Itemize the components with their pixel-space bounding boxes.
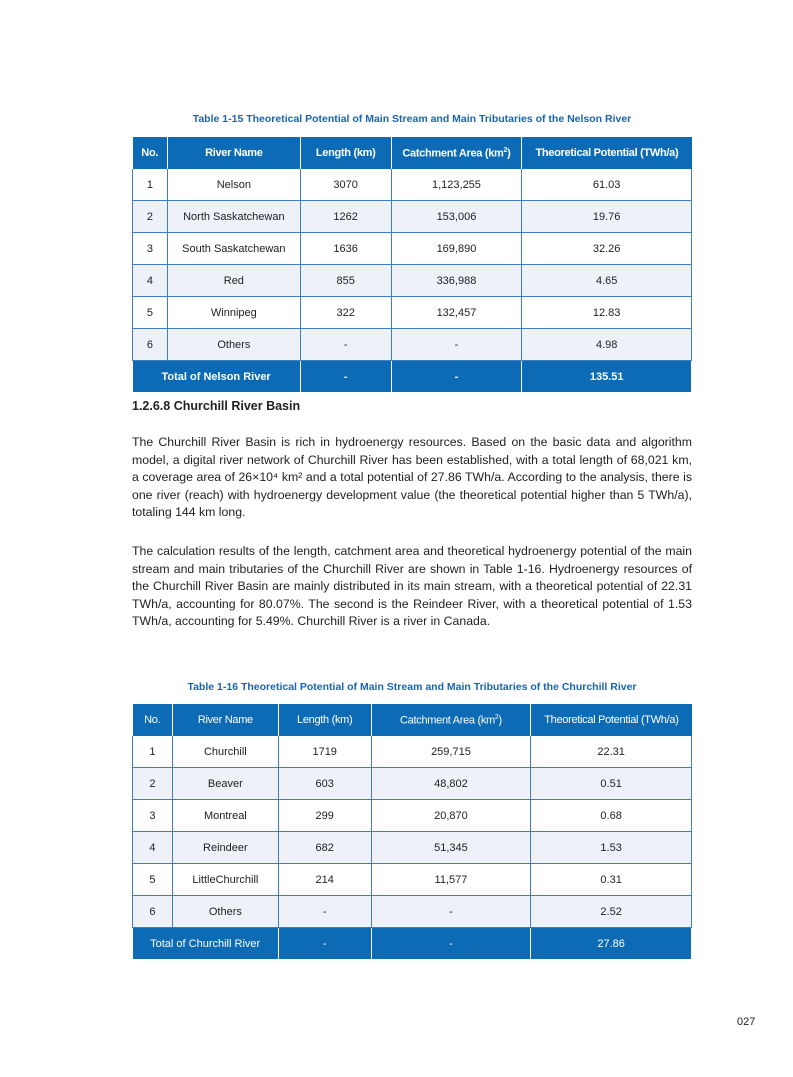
- table-row: [133, 329, 692, 361]
- table-cell: 2: [133, 201, 168, 233]
- total-cell: -: [278, 928, 371, 960]
- table-row: [133, 800, 692, 832]
- table-cell: 4.98: [522, 329, 692, 361]
- column-header: River Name: [172, 704, 278, 736]
- column-header: Length (km): [300, 137, 391, 169]
- table-1-16-caption: Table 1-16 Theoretical Potential of Main Stream and Main Tributaries of the Churchill River: [187, 681, 637, 693]
- table-cell: 19.76: [522, 201, 692, 233]
- table-cell: Winnipeg: [167, 297, 300, 329]
- table-cell: 2.52: [531, 896, 692, 928]
- table-cell: Nelson: [167, 169, 300, 201]
- table-cell: 22.31: [531, 736, 692, 768]
- table-cell: South Saskatchewan: [167, 233, 300, 265]
- section-heading: 1.2.6.8 Churchill River Basin: [132, 399, 301, 413]
- column-header: No.: [133, 137, 168, 169]
- table-cell: 3: [133, 233, 168, 265]
- table-cell: Reindeer: [172, 832, 278, 864]
- table-1-15-caption: Table 1-15 Theoretical Potential of Main Stream and Main Tributaries of the Nelson River: [192, 113, 632, 125]
- column-header: Length (km): [278, 704, 371, 736]
- table-cell: 322: [300, 297, 391, 329]
- table-cell: 4: [133, 832, 173, 864]
- table-cell: 153,006: [391, 201, 522, 233]
- table-cell: 5: [133, 864, 173, 896]
- table-row: [133, 233, 692, 265]
- column-header: Catchment Area $(km^2)$: [391, 137, 522, 169]
- table-cell: Others: [167, 329, 300, 361]
- table-cell: 1: [133, 169, 168, 201]
- table-cell: Others: [172, 896, 278, 928]
- table-cell: 6: [133, 896, 173, 928]
- table-cell: 2: [133, 768, 173, 800]
- table-row: [133, 169, 692, 201]
- total-cell: -: [300, 361, 391, 393]
- table-row: [133, 864, 692, 896]
- table-cell: -: [371, 896, 531, 928]
- table-cell: 1.53: [531, 832, 692, 864]
- table-row: [133, 896, 692, 928]
- table-cell: 259,715: [371, 736, 531, 768]
- table-row: [133, 265, 692, 297]
- page-number: 027: [737, 1016, 756, 1028]
- table-header: [133, 137, 692, 169]
- total-cell: 135.51: [522, 361, 692, 393]
- table-cell: -: [391, 329, 522, 361]
- table-cell: 1719: [278, 736, 371, 768]
- table-cell: 20,870: [371, 800, 531, 832]
- table-cell: 3070: [300, 169, 391, 201]
- paragraph-1: The Churchill River Basin is rich in hydroenergy resources. Based on the basic data and algorithm model, a digital river network of Churchill River has been established, with a total length of 68,021 km, a coverage area of 26×10⁴ km² and a total potential of 27.86 TWh/a. According to the analysis, there is one river (reach) with hydroenergy development value (the theoretical potential higher than 5 TWh/a), totaling 144 km long.: [132, 435, 692, 520]
- total-row: [133, 361, 692, 393]
- table-row: [133, 832, 692, 864]
- table-cell: Churchill: [172, 736, 278, 768]
- table-row: [133, 201, 692, 233]
- table-cell: 214: [278, 864, 371, 896]
- table-row: [133, 736, 692, 768]
- table-cell: 1: [133, 736, 173, 768]
- column-header: Theoretical Potential (TWh/a): [522, 137, 692, 169]
- column-header: River Name: [167, 137, 300, 169]
- column-header: No.: [133, 704, 173, 736]
- table-cell: 4.65: [522, 265, 692, 297]
- table-cell: 0.31: [531, 864, 692, 896]
- table-row: [133, 768, 692, 800]
- table-cell: 48,802: [371, 768, 531, 800]
- table-cell: North Saskatchewan: [167, 201, 300, 233]
- table-cell: 12.83: [522, 297, 692, 329]
- table-cell: 855: [300, 265, 391, 297]
- table-cell: 1636: [300, 233, 391, 265]
- table-cell: 6: [133, 329, 168, 361]
- total-cell: 27.86: [531, 928, 692, 960]
- table-cell: 11,577: [371, 864, 531, 896]
- column-header: Theoretical Potential (TWh/a): [531, 704, 692, 736]
- table-cell: LittleChurchill: [172, 864, 278, 896]
- table-cell: 682: [278, 832, 371, 864]
- table-cell: 3: [133, 800, 173, 832]
- table-cell: 336,988: [391, 265, 522, 297]
- table-cell: 32.26: [522, 233, 692, 265]
- table-cell: 1,123,255: [391, 169, 522, 201]
- table-cell: -: [300, 329, 391, 361]
- table-cell: 0.51: [531, 768, 692, 800]
- table-cell: Red: [167, 265, 300, 297]
- table-cell: 5: [133, 297, 168, 329]
- total-cell: -: [391, 361, 522, 393]
- table-cell: 1262: [300, 201, 391, 233]
- total-label: Total of Nelson River: [133, 361, 301, 393]
- table-cell: 61.03: [522, 169, 692, 201]
- table-cell: 4: [133, 265, 168, 297]
- paragraph-2: The calculation results of the length, catchment area and theoretical hydroenergy potential of the main stream and main tributaries of the Churchill River are shown in Table 1-16. Hydroenergy resources of the Churchill River Basin are mainly distributed in its main stream, with a theoretical potential of 22.31 TWh/a, accounting for 80.07%. The second is the Reindeer River, with a theoretical potential of 1.53 TWh/a, accounting for 5.49%. Churchill River is a river in Canada.: [132, 544, 692, 629]
- total-cell: -: [371, 928, 531, 960]
- total-row: [133, 928, 692, 960]
- total-label: Total of Churchill River: [133, 928, 279, 960]
- column-header: Catchment Area $(km^2)$: [371, 704, 531, 736]
- table-cell: 299: [278, 800, 371, 832]
- table-cell: 169,890: [391, 233, 522, 265]
- table-header: [133, 704, 692, 736]
- nelson-river-table: [132, 137, 692, 392]
- table-row: [133, 297, 692, 329]
- churchill-river-table: [132, 704, 692, 959]
- table-cell: Beaver: [172, 768, 278, 800]
- table-cell: 603: [278, 768, 371, 800]
- table-cell: Montreal: [172, 800, 278, 832]
- table-cell: 132,457: [391, 297, 522, 329]
- table-cell: 51,345: [371, 832, 531, 864]
- table-cell: -: [278, 896, 371, 928]
- table-cell: 0.68: [531, 800, 692, 832]
